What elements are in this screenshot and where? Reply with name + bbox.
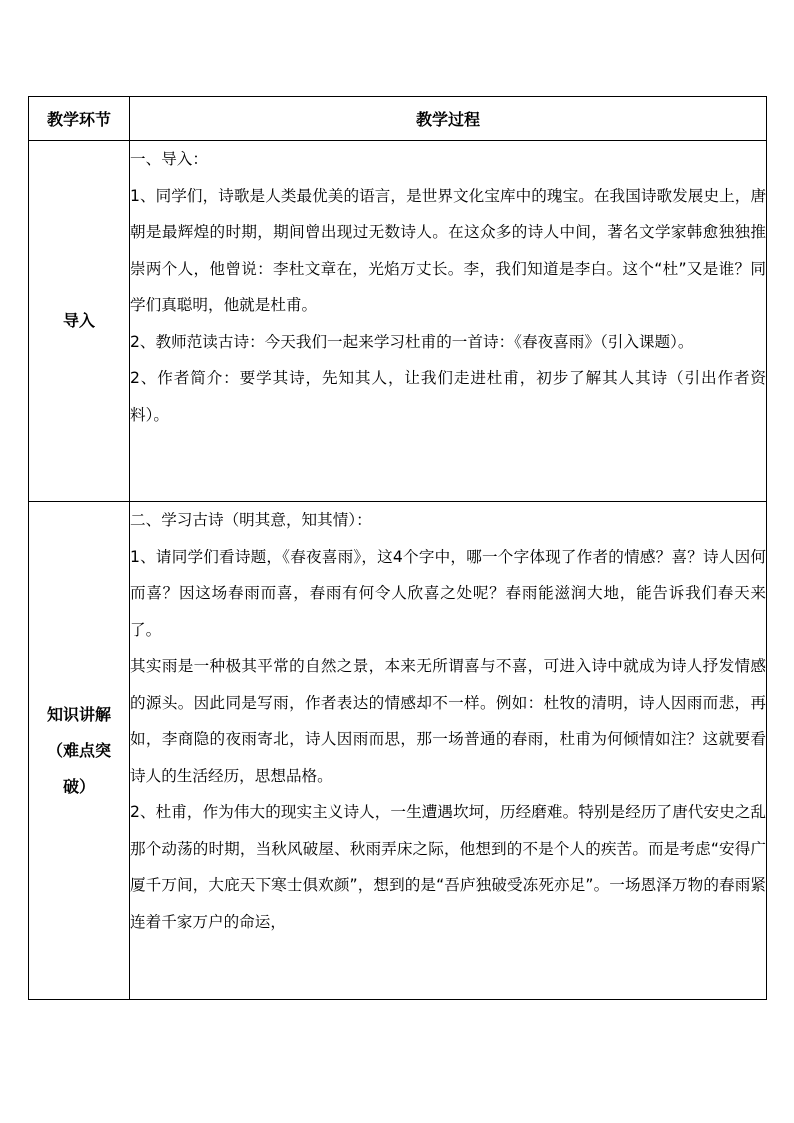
header-stage: 教学环节 <box>29 97 130 141</box>
lesson-plan-table <box>28 96 767 1000</box>
table-header-row <box>29 97 767 141</box>
process-cell-intro <box>130 141 767 502</box>
paragraph: 二、学习古诗（明其意，知其情）： <box>130 511 372 529</box>
paragraph: 1、同学们，诗歌是人类最优美的语言，是世界文化宝库中的瑰宝。在我国诗歌发展史上，唐朝是最辉煌的时期，期间曾出现过无数诗人。在这众多的诗人中间，著名文学家韩愈独独推崇两个人，他曾说：李杜文章在，光焰万丈长。李，我们知道是李白。这个“杜”又是谁？同学们真聪明，他就是杜甫。 <box>130 186 766 314</box>
header-process: 教学过程 <box>130 97 767 141</box>
paragraph: 其实雨是一种极其平常的自然之景，本来无所谓喜与不喜，可进入诗中就成为诗人抒发情感的源头。因此同是写雨，作者表达的情感却不一样。例如：杜牧的清明，诗人因雨而悲，再如，李商隐的夜雨寄北，诗人因雨而思，那一场普通的春雨，杜甫为何倾情如注？这就要看诗人的生活经历，思想品格。 <box>130 657 766 785</box>
stage-cell-intro: 导入 <box>29 141 130 502</box>
paragraph: 2、杜甫，作为伟大的现实主义诗人，一生遭遇坎坷，历经磨难。特别是经历了唐代安史之乱那个动荡的时期，当秋风破屋、秋雨弄床之际，他想到的不是个人的疾苦。而是考虑“安得广厦千万间，大庇天下寒士俱欢颜”，想到的是“吾庐独破受冻死亦足”。一场恩泽万物的春雨紧连着千家万户的命运， <box>130 803 766 931</box>
paragraph: 一、导入： <box>130 150 208 168</box>
stage-label: 知识讲解（难点突破） <box>47 704 112 796</box>
paragraph: 1、请同学们看诗题，《春夜喜雨》，这4个字中，哪一个字体现了作者的情感？喜？诗人因何而喜？因这场春雨而喜，春雨有何令人欣喜之处呢？春雨能滋润大地，能告诉我们春天来了。 <box>130 547 766 639</box>
paragraph: 2、作者简介：要学其诗，先知其人，让我们走进杜甫，初步了解其人其诗（引出作者资料）。 <box>130 369 766 424</box>
stage-cell-knowledge <box>29 502 130 1000</box>
table-row <box>29 502 767 1000</box>
table-row <box>29 141 767 502</box>
process-cell-knowledge <box>130 502 767 1000</box>
paragraph: 2、教师范读古诗：今天我们一起来学习杜甫的一首诗：《春夜喜雨》（引入课题）。 <box>130 332 694 351</box>
